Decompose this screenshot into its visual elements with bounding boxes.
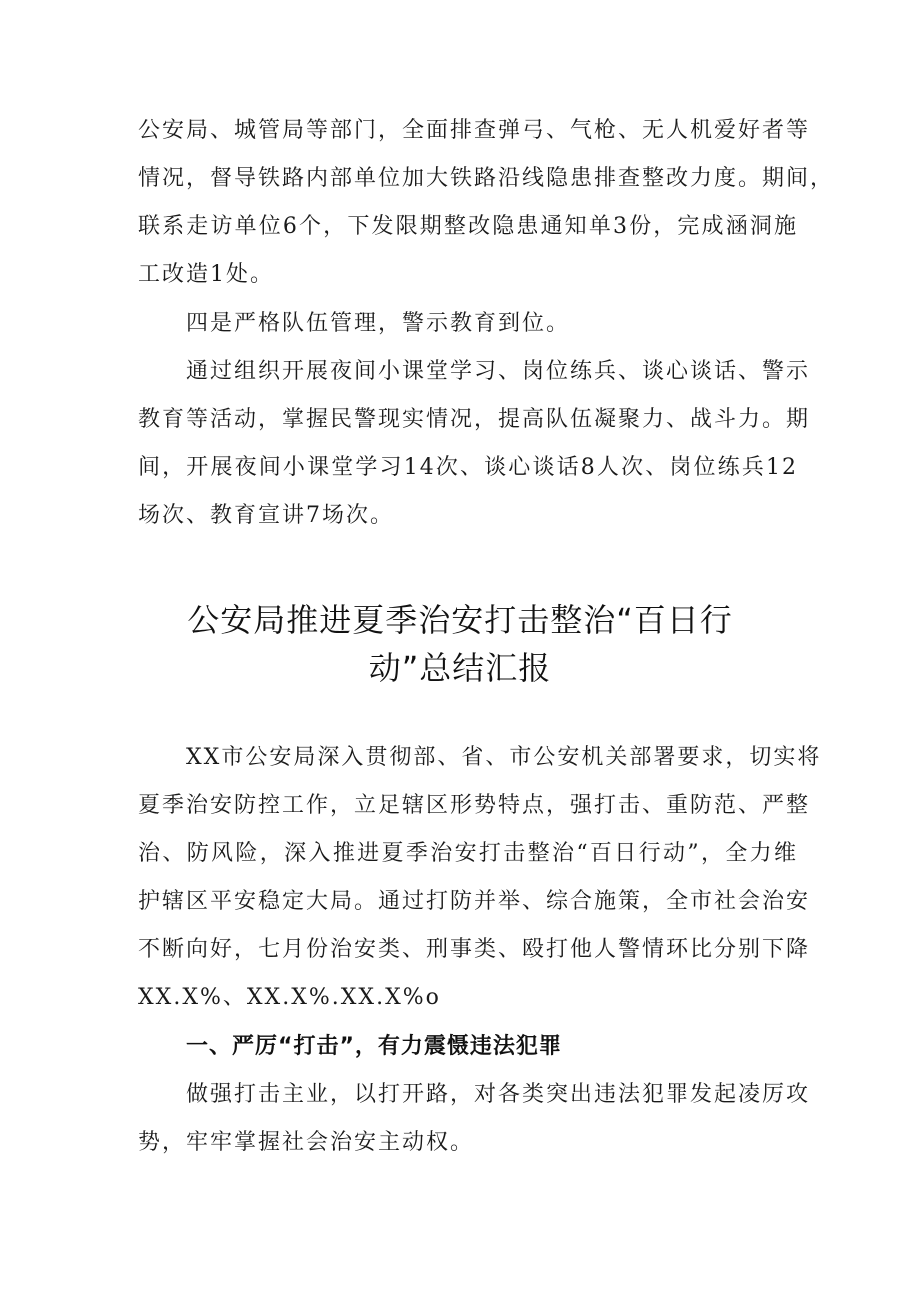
- paragraph-line: 场次、教育宣讲7场次。: [138, 503, 394, 528]
- paragraph-line: 公安局、城管局等部门，全面排查弹弓、气枪、无人机爱好者等: [138, 118, 811, 143]
- intro-line: XX.X%、XX.X%.XX.X%o: [138, 985, 441, 1010]
- section-paragraph-line: 势，牢牢掌握社会治安主动权。: [138, 1130, 475, 1155]
- intro-line: XX市公安局深入贯彻部、省、市公安机关部署要求，切实将: [186, 745, 822, 770]
- paragraph-line: 通过组织开展夜间小课堂学习、岗位练兵、谈心谈话、警示: [186, 359, 811, 384]
- document-title-line: 动”总结汇报: [368, 649, 552, 687]
- paragraph-line: 联系走访单位6个，下发限期整改隐患通知单3份，完成涵洞施: [138, 214, 798, 239]
- intro-line: 护辖区平安稳定大局。通过打防并举、综合施策，全市社会治安: [138, 889, 811, 914]
- paragraph-line: 情况，督导铁路内部单位加大铁路沿线隐患排查整改力度。期间，: [138, 166, 835, 191]
- section-heading: 一、严厉“打击”，有力震慑违法犯罪: [186, 1034, 562, 1059]
- document-title-line: 公安局推进夏季治安打击整治“百日行: [187, 601, 733, 639]
- section-paragraph-line: 做强打击主业，以打开路，对各类突出违法犯罪发起凌厉攻: [186, 1082, 811, 1107]
- paragraph-line: 间，开展夜间小课堂学习14次、谈心谈话8人次、岗位练兵12: [138, 455, 798, 480]
- paragraph-line: 工改造1处。: [138, 262, 274, 287]
- intro-line: 不断向好，七月份治安类、刑事类、殴打他人警情环比分别下降: [138, 937, 811, 962]
- paragraph-line: 教育等活动，掌握民警现实情况，提高队伍凝聚力、战斗力。期: [138, 407, 811, 432]
- intro-line: 夏季治安防控工作，立足辖区形势特点，强打击、重防范、严整: [138, 793, 811, 818]
- intro-line: 治、防风险，深入推进夏季治安打击整治“百日行动”，全力维: [138, 841, 798, 866]
- point-four-line: 四是严格队伍管理，警示教育到位。: [186, 311, 571, 336]
